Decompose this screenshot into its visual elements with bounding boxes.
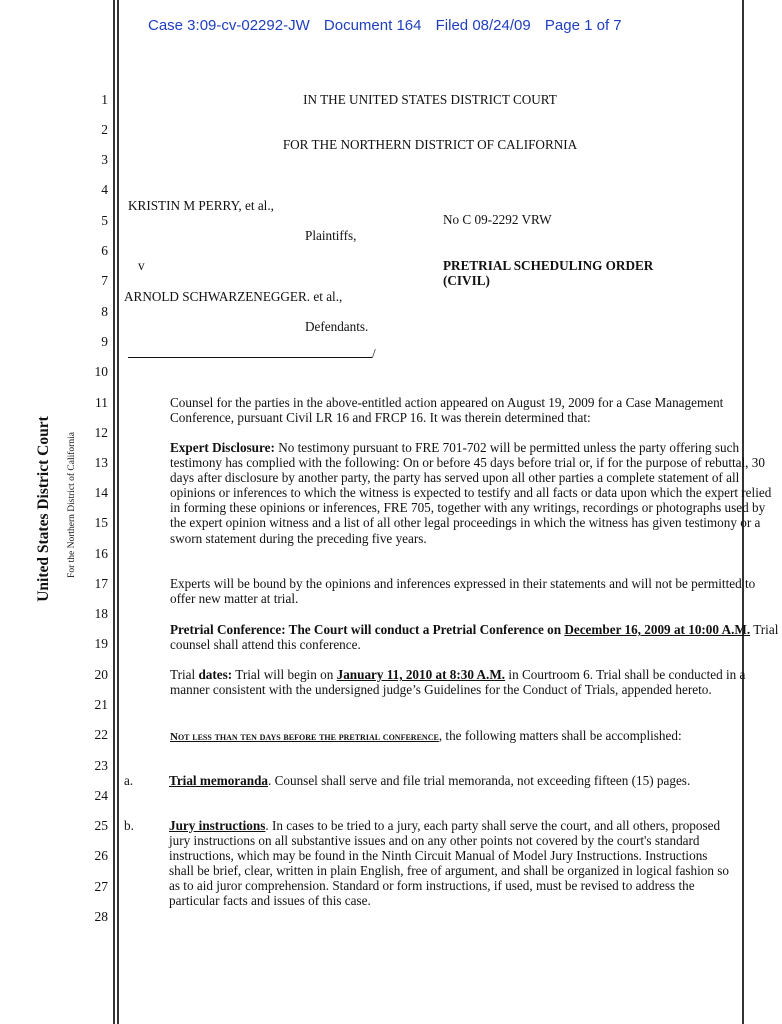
filed-date-header: Filed 08/24/09 xyxy=(435,17,531,34)
line-number: 22 xyxy=(94,727,108,742)
trial-tail: in Courtroom 6. Trial shall be conducted in a manner consistent with the undersigned judge’s Guidelines for the Conduct of Trials, appended hereto. xyxy=(170,667,746,698)
caption-slash: / xyxy=(372,346,376,361)
intro-paragraph: Counsel for the parties in the above-entitled action appeared on August 19, 2009 for a Case Management Conference, pursuant Civil LR 16 and FRCP 16. It was therein determined that: xyxy=(170,395,724,426)
ten-days-heading: Not less than ten days before the pretrial conference xyxy=(170,731,439,743)
trial-lead: Trial xyxy=(170,667,199,682)
line-number: 24 xyxy=(94,788,108,803)
line-number: 3 xyxy=(101,152,108,167)
item-b-jury-instructions xyxy=(169,818,735,909)
line-number: 17 xyxy=(94,576,108,591)
trial-mid: Trial will begin on xyxy=(232,667,337,682)
line-number: 15 xyxy=(94,515,108,530)
line-number: 19 xyxy=(94,636,108,651)
ten-days-paragraph xyxy=(124,728,782,745)
line-number: 6 xyxy=(101,243,108,258)
line-number: 4 xyxy=(101,182,108,197)
line-number: 21 xyxy=(94,697,108,712)
line-number: 1 xyxy=(101,92,108,107)
item-a-trial-memoranda xyxy=(169,773,735,788)
experts-bound-paragraph: Experts will be bound by the opinions and inferences expressed in their statements and will not be permitted to offer new matter at trial. xyxy=(170,576,756,607)
court-name-label: United States District Court xyxy=(35,416,52,602)
line-number: 12 xyxy=(94,425,108,440)
versus-label: v xyxy=(138,258,145,273)
trial-dates-paragraph xyxy=(124,667,782,697)
line-number: 28 xyxy=(94,909,108,924)
line-number: 23 xyxy=(94,758,108,773)
caption-underline xyxy=(128,357,372,358)
pretrial-conference-date: December 16, 2009 at 10:00 A.M. xyxy=(564,622,751,637)
filing-header xyxy=(148,17,648,34)
case-number-header: Case 3:09-cv-02292-JW xyxy=(148,17,310,34)
line-number: 2 xyxy=(101,122,108,137)
case-number: No C 09-2292 VRW xyxy=(443,212,552,227)
district-label: For the Northern District of California xyxy=(67,432,77,578)
pretrial-conference-heading: Pretrial Conference: The Court will conduct a Pretrial Conference on xyxy=(170,622,565,637)
line-number: 5 xyxy=(101,213,108,228)
pretrial-conference-paragraph xyxy=(124,622,782,652)
left-margin-rule-inner xyxy=(117,0,119,1024)
pretrial-conference-tail: Trial counsel shall attend this conference. xyxy=(170,622,779,653)
page-indicator: Page 1 of 7 xyxy=(544,17,622,34)
trial-dates-label: dates: xyxy=(198,667,233,682)
district-title: FOR THE NORTHERN DISTRICT OF CALIFORNIA xyxy=(282,137,578,152)
court-title: IN THE UNITED STATES DISTRICT COURT xyxy=(303,92,557,107)
line-number: 26 xyxy=(94,848,108,863)
item-b-text: . In cases to be tried to a jury, each party shall serve the court, and all others, proposed jury instructions on all substantive issues and on any other points not covered by the court's standard instructions, which may be found in the Ninth Circuit Manual of Model Jury Instructions. Instructions shall be brief, clear, written in plain English, free of argument, and shall be organized in logical fashion so as to aid juror comprehension. Standard or form instructions, if used, must be revised to address the particular facts and issues of this case. xyxy=(169,818,730,909)
item-b-heading: Jury instructions xyxy=(169,818,266,833)
item-a-text: . Counsel shall serve and file trial memoranda, not exceeding fifteen (15) pages. xyxy=(268,773,691,788)
court-sidebar xyxy=(22,400,77,620)
line-number: 9 xyxy=(101,334,108,349)
line-number: 27 xyxy=(94,879,108,894)
line-number: 20 xyxy=(94,667,108,682)
line-number: 14 xyxy=(94,485,108,500)
line-number: 7 xyxy=(101,273,108,288)
plaintiff-name: KRISTIN M PERRY, et al., xyxy=(128,198,274,213)
line-number: 25 xyxy=(94,818,108,833)
item-a-letter: a. xyxy=(124,773,134,788)
line-number: 8 xyxy=(101,304,108,319)
expert-disclosure-paragraph xyxy=(124,440,782,546)
defendants-label: Defendants. xyxy=(305,319,369,334)
left-margin-rule-outer xyxy=(113,0,115,1024)
trial-date: January 11, 2010 at 8:30 A.M. xyxy=(336,667,506,682)
item-a-heading: Trial memoranda xyxy=(169,773,269,788)
ten-days-tail: , the following matters shall be accomplished: xyxy=(438,728,682,743)
document-number-header: Document 164 xyxy=(323,17,422,34)
plaintiffs-label: Plaintiffs, xyxy=(305,228,357,243)
expert-disclosure-heading: Expert Disclosure: xyxy=(170,440,275,455)
line-number: 10 xyxy=(94,364,108,379)
defendant-name: ARNOLD SCHWARZENEGGER. et al., xyxy=(124,289,343,304)
line-number: 11 xyxy=(95,395,108,410)
line-number: 16 xyxy=(94,546,108,561)
item-b-letter: b. xyxy=(124,818,134,833)
order-title-line1: PRETRIAL SCHEDULING ORDER xyxy=(443,258,654,273)
order-title-line2: (CIVIL) xyxy=(443,273,490,288)
line-number: 18 xyxy=(94,606,108,621)
line-number: 13 xyxy=(94,455,108,470)
expert-disclosure-text: No testimony pursuant to FRE 701-702 will be permitted unless the party offering such testimony has complied with the following: On or before 45 days before trial or, if for the purpose of rebuttal, 30 days after disclosure by another party, the party has served upon all other parties a complete statement of all opinions or inferences to which the witness is expected to testify and all facts or data upon which the expert relied in forming these opinions or inferences, FRE 705, together with any writings, recordings or photographs used by the expert opinion witness and a list of all other legal proceedings in which the witness has given testimony or a sworn statement during the preceding five years. xyxy=(170,440,772,546)
